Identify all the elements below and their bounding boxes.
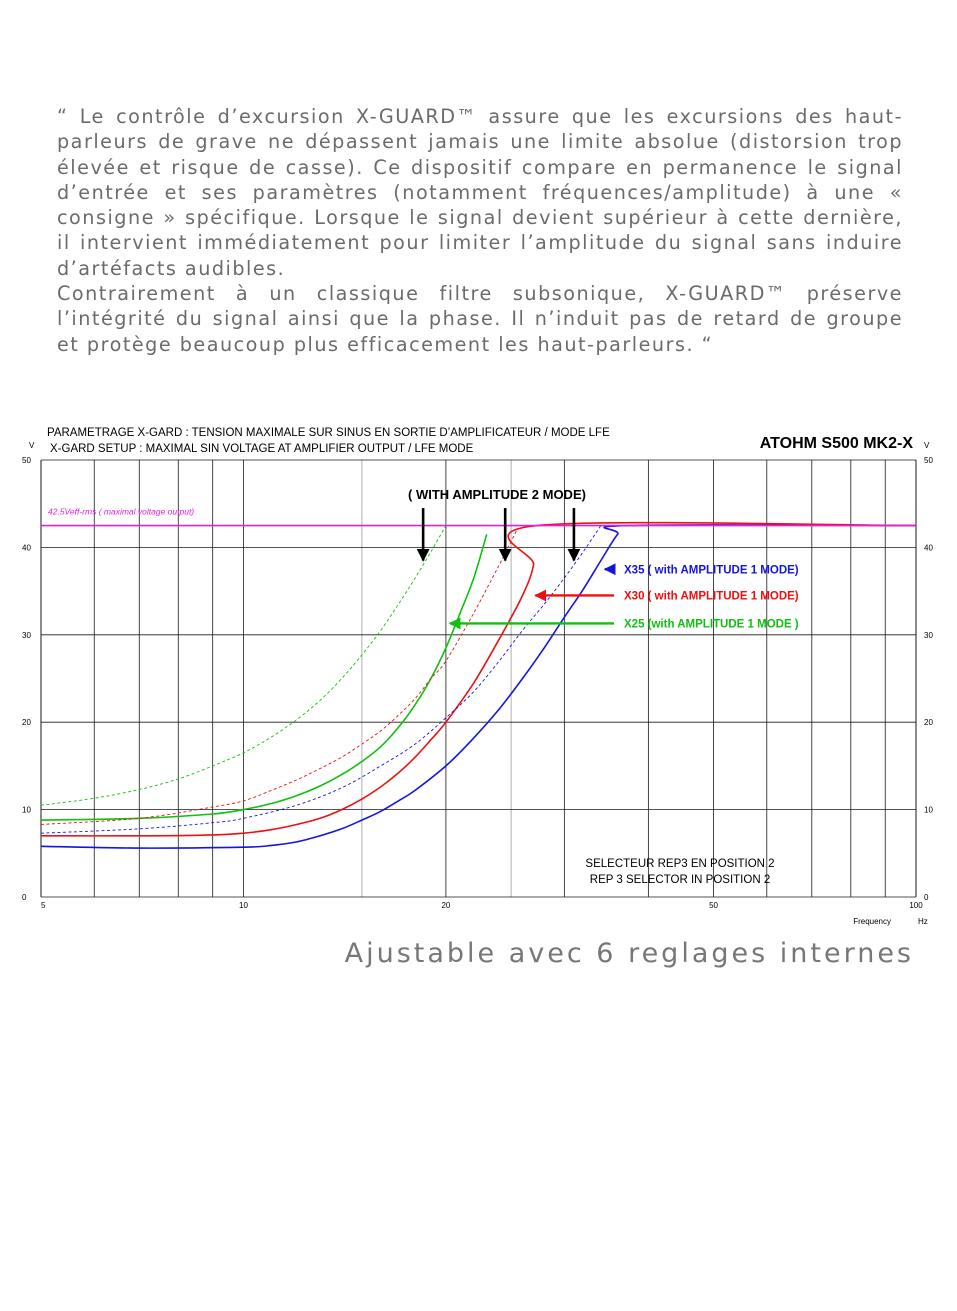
x-tick-label: 5 — [41, 901, 46, 910]
y-tick-label-right: 0 — [924, 893, 929, 902]
x-tick-label: 10 — [239, 901, 248, 910]
xguard-chart — [0, 420, 957, 940]
selector-note-line-1: SELECTEUR REP3 EN POSITION 2 — [585, 858, 775, 870]
chart-model-label: ATOHM S500 MK2-X — [759, 435, 913, 452]
chart-svg — [0, 420, 957, 940]
y-tick-label-right: 20 — [924, 718, 933, 728]
x-tick-label: 50 — [709, 901, 718, 910]
x-axis-label: Frequency — [853, 917, 891, 926]
quote-paragraph-2: Contrairement à un classique filtre subsonique, X-GUARD™ préserve l’intégrité du signal ainsi que la phase. Il n’induit pas de retard de groupe et protège beaucoup plus efficacement les haut-parleurs. “ — [57, 282, 903, 356]
x-unit-label: Hz — [918, 917, 928, 926]
y-tick-label-right: 50 — [924, 456, 933, 465]
series-line-x25-with-amplitude-1-mode — [41, 534, 487, 820]
y-tick-label-right: 40 — [924, 543, 933, 553]
y-tick-label-left: 10 — [22, 805, 31, 815]
limit-line-label: 42.5Veff-rms ( maximal voltage output) — [48, 506, 195, 517]
caption: Ajustable avec 6 reglages internes — [344, 938, 914, 969]
y-tick-label-left: 40 — [22, 543, 31, 553]
legend-label: X30 ( with AMPLITUDE 1 MODE) — [624, 590, 799, 603]
limit-line-group — [41, 507, 916, 526]
y-tick-label-left: 50 — [22, 456, 31, 465]
y-tick-label-right: 30 — [924, 630, 933, 640]
x-tick-label: 20 — [441, 901, 451, 910]
legend-label: X35 ( with AMPLITUDE 1 MODE) — [624, 564, 799, 577]
y-unit-right: V — [924, 441, 930, 450]
chart-title-line-2: X-GARD SETUP : MAXIMAL SIN VOLTAGE AT AMPLIFIER OUTPUT / LFE MODE — [50, 443, 474, 455]
amplitude-2-label: ( WITH AMPLITUDE 2 MODE) — [408, 487, 586, 502]
y-tick-label-right: 10 — [924, 805, 933, 815]
y-unit-left: V — [29, 441, 35, 450]
x-tick-label: 100 — [909, 901, 923, 910]
y-tick-label-left: 20 — [22, 718, 31, 728]
quote-paragraph-1: “ Le contrôle d’excursion X-GUARD™ assure que les excursions des haut-parleurs de grave ne dépassent jamais une limite absolue (distorsion trop élevée et risque de casse). Ce dispositif compare en permanence le signal d’entrée et ses paramètres (notamment fréquences/amplitude) à une « consigne » spécifique. Lorsque le signal devient supérieur à cette dernière, il intervient immédiatement pour limiter l’amplitude du signal sans induire d’artéfacts audibles. — [57, 105, 903, 280]
selector-note-line-2: REP 3 SELECTOR IN POSITION 2 — [589, 874, 771, 886]
quote-text — [57, 104, 903, 357]
series-line-x35-amplitude-2 — [41, 526, 601, 834]
y-tick-label-left: 30 — [22, 630, 31, 640]
y-tick-label-left: 0 — [22, 893, 27, 902]
chart-title-line-1: PARAMETRAGE X-GARD : TENSION MAXIMALE SUR SINUS EN SORTIE D’AMPLIFICATEUR / MODE LFE — [47, 427, 610, 439]
legend-label: X25 (with AMPLITUDE 1 MODE ) — [624, 618, 799, 631]
chart-text — [29, 427, 930, 926]
